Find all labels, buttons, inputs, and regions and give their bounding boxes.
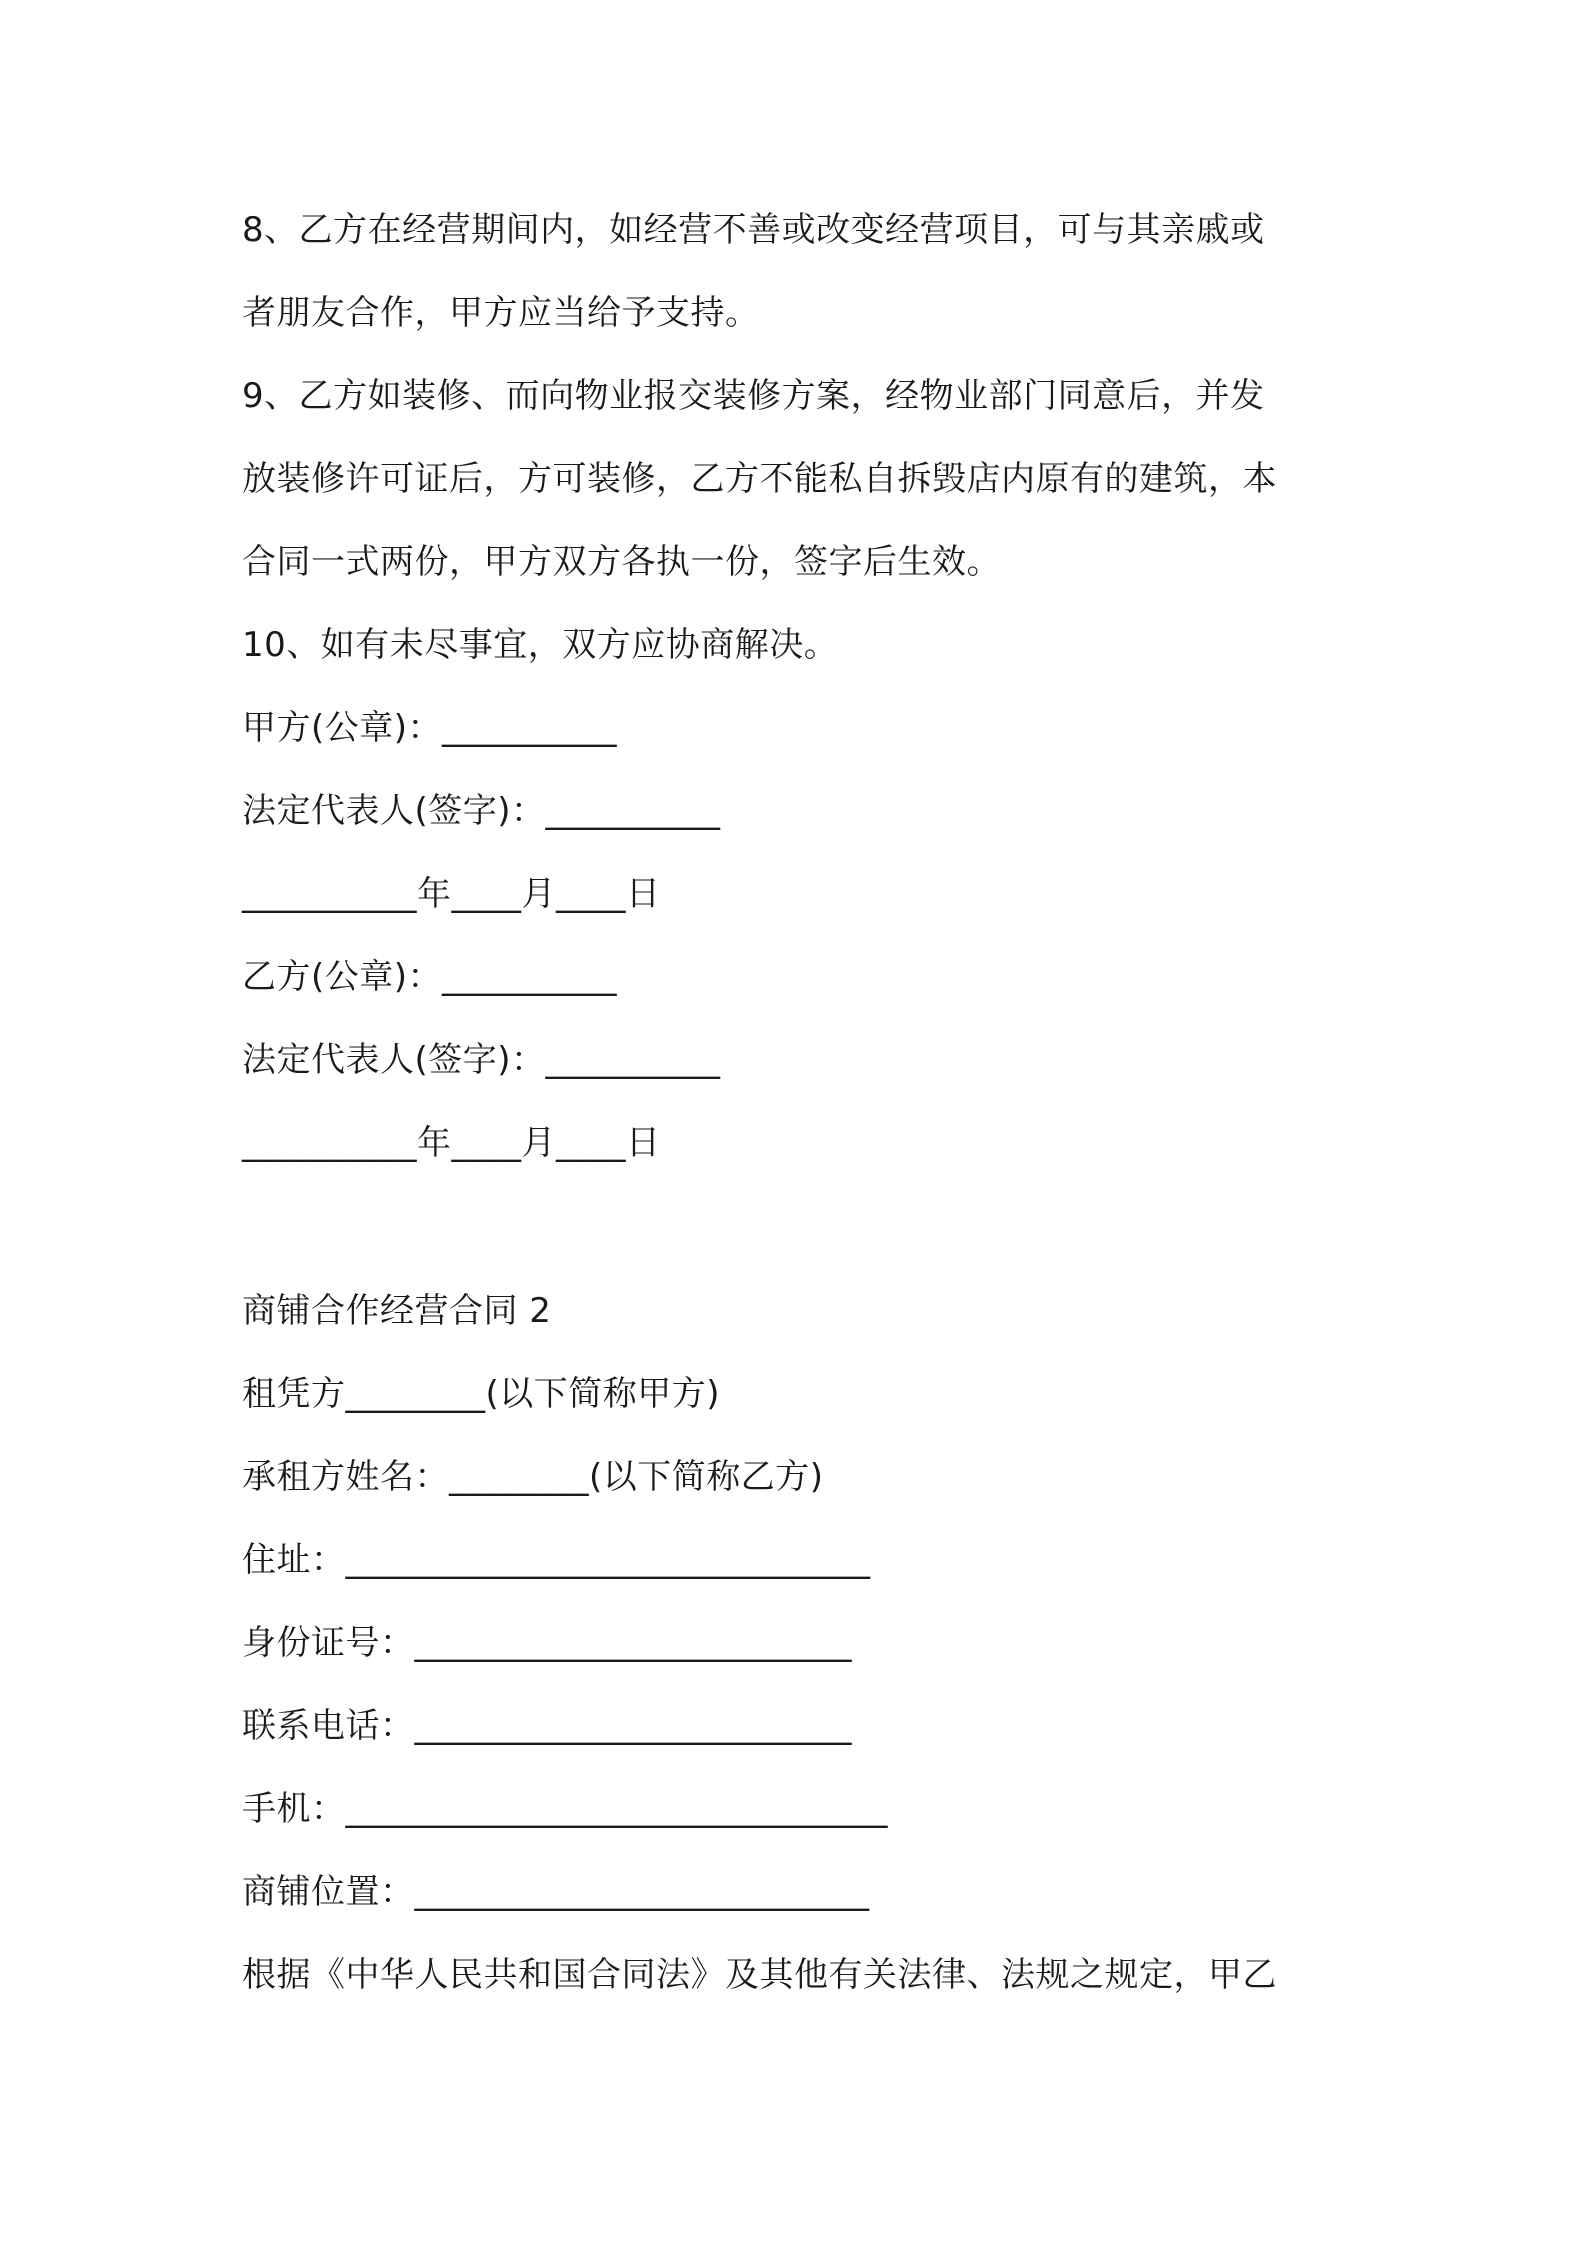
clause-9-line-2: 放装修许可证后，方可装修，乙方不能私自拆毁店内原有的建筑，本 xyxy=(242,459,1277,499)
shop-location-field: 商铺位置：__________________________ xyxy=(242,1872,870,1912)
clause-10: 10、如有未尽事宜，双方应协商解决。 xyxy=(242,625,839,665)
mobile-field: 手机：_______________________________ xyxy=(242,1789,888,1829)
party-b-date-field: __________年____月____日 xyxy=(242,1123,661,1163)
party-a-representative-field: 法定代表人(签字)：__________ xyxy=(242,791,721,831)
party-b-seal-field: 乙方(公章)：__________ xyxy=(242,957,618,997)
party-b-representative-field: 法定代表人(签字)：__________ xyxy=(242,1040,721,1080)
clause-8-line-2: 者朋友合作，甲方应当给予支持。 xyxy=(242,293,760,333)
lessor-field: 租凭方________(以下简称甲方) xyxy=(242,1374,721,1414)
party-a-date-field: __________年____月____日 xyxy=(242,874,661,914)
intro-paragraph-line-1: 根据《中华人民共和国合同法》及其他有关法律、法规之规定，甲乙 xyxy=(242,1955,1277,1995)
clause-9-line-3: 合同一式两份，甲方双方各执一份，签字后生效。 xyxy=(242,542,1001,582)
lessee-name-field: 承租方姓名：________(以下简称乙方) xyxy=(242,1457,824,1497)
phone-field: 联系电话：_________________________ xyxy=(242,1706,852,1746)
address-field: 住址：______________________________ xyxy=(242,1540,871,1580)
clause-8-line-1: 8、乙方在经营期间内，如经营不善或改变经营项目，可与其亲戚或 xyxy=(242,210,1265,250)
party-a-seal-field: 甲方(公章)：__________ xyxy=(242,708,618,748)
contract-2-title: 商铺合作经营合同 2 xyxy=(242,1291,552,1331)
id-number-field: 身份证号：_________________________ xyxy=(242,1623,852,1663)
clause-9-line-1: 9、乙方如装修、而向物业报交装修方案，经物业部门同意后，并发 xyxy=(242,376,1265,416)
